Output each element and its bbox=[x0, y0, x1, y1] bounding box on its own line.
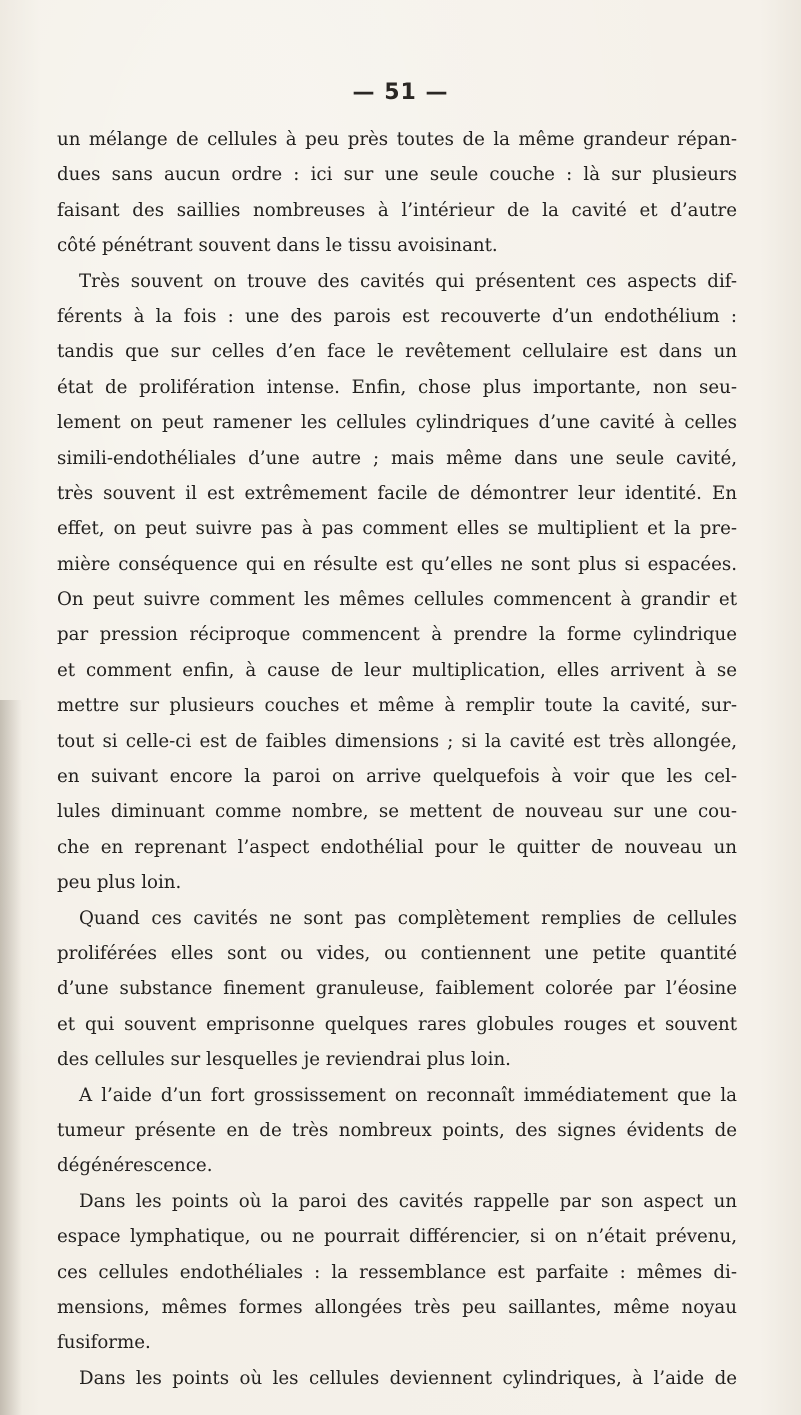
body-text bbox=[57, 122, 737, 1396]
text-line: On peut suivre comment les mêmes cellules commencent à grandir et bbox=[57, 589, 737, 611]
text-line: par pression réciproque commencent à prendre la forme cylindrique bbox=[57, 624, 737, 646]
text-line: tout si celle-ci est de faibles dimensions ; si la cavité est très allongée, bbox=[57, 730, 737, 752]
text-line: Dans les points où la paroi des cavités rappelle par son aspect un bbox=[79, 1190, 737, 1212]
text-line: simili-endothéliales d’une autre ; mais même dans une seule cavité, bbox=[57, 447, 737, 469]
text-line: très souvent il est extrêmement facile de démontrer leur identité. En bbox=[57, 482, 737, 504]
text-line: dues sans aucun ordre : ici sur une seule couche : là sur plusieurs bbox=[57, 164, 737, 186]
text-line: proliférées elles sont ou vides, ou contiennent une petite quantité bbox=[57, 942, 737, 964]
text-line: tandis que sur celles d’en face le revêtement cellulaire est dans un bbox=[57, 341, 737, 363]
text-line: che en reprenant l’aspect endothélial pour le quitter de nouveau un bbox=[57, 836, 737, 858]
text-line: tumeur présente en de très nombreux points, des signes évidents de bbox=[57, 1119, 737, 1141]
text-line: Quand ces cavités ne sont pas complètement remplies de cellules bbox=[79, 907, 737, 929]
text-line: lement on peut ramener les cellules cylindriques d’une cavité à celles bbox=[57, 412, 737, 434]
text-line: ces cellules endothéliales : la ressemblance est parfaite : mêmes di- bbox=[57, 1261, 737, 1283]
page-edge-shadow bbox=[0, 700, 22, 1415]
text-line: en suivant encore la paroi on arrive quelquefois à voir que les cel- bbox=[57, 766, 737, 788]
text-line: effet, on peut suivre pas à pas comment elles se multiplient et la pre- bbox=[57, 518, 737, 540]
text-line: espace lymphatique, ou ne pourrait différencier, si on n’était prévenu, bbox=[57, 1226, 737, 1248]
text-line: un mélange de cellules à peu près toutes de la même grandeur répan- bbox=[57, 129, 737, 150]
text-line: des cellules sur lesquelles je reviendrai plus loin. bbox=[57, 1049, 511, 1071]
text-line: mensions, mêmes formes allongées très peu saillantes, même noyau bbox=[57, 1296, 737, 1318]
text-line: férents à la fois : une des parois est recouverte d’un endothélium : bbox=[57, 305, 737, 327]
text-line: mière conséquence qui en résulte est qu’elles ne sont plus si espacées. bbox=[57, 553, 737, 575]
text-line: dégénérescence. bbox=[57, 1155, 213, 1177]
text-line: Très souvent on trouve des cavités qui présentent ces aspects dif- bbox=[79, 270, 737, 292]
text-line: faisant des saillies nombreuses à l’intérieur de la cavité et d’autre bbox=[57, 199, 737, 221]
text-line: d’une substance finement granuleuse, faiblement colorée par l’éosine bbox=[57, 978, 737, 1000]
page-number: — 51 — bbox=[352, 80, 449, 105]
text-line: peu plus loin. bbox=[57, 872, 182, 894]
text-line: A l’aide d’un fort grossissement on reconnaît immédiatement que la bbox=[79, 1084, 737, 1106]
text-line: mettre sur plusieurs couches et même à remplir toute la cavité, sur- bbox=[57, 695, 737, 717]
text-line: et comment enfin, à cause de leur multiplication, elles arrivent à se bbox=[57, 659, 737, 681]
text-line: fusiforme. bbox=[57, 1332, 151, 1354]
text-line: état de prolifération intense. Enfin, chose plus importante, non seu- bbox=[57, 376, 737, 398]
text-line: lules diminuant comme nombre, se mettent de nouveau sur une cou- bbox=[57, 801, 737, 823]
text-line: Dans les points où les cellules deviennent cylindriques, à l’aide de bbox=[79, 1367, 737, 1389]
text-line: et qui souvent emprisonne quelques rares globules rouges et souvent bbox=[57, 1013, 737, 1035]
text-line: côté pénétrant souvent dans le tissu avoisinant. bbox=[57, 235, 498, 257]
